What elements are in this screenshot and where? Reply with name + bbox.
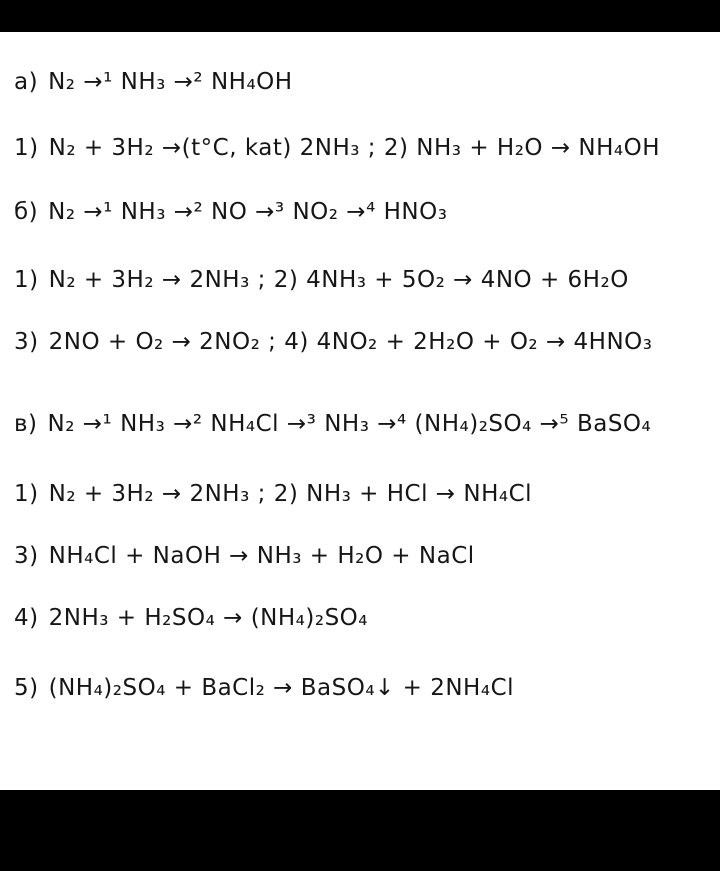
- reaction-equations: N₂ + 3H₂ → 2NH₃ ; 2) NH₃ + HCl → NH₄Cl: [48, 481, 533, 507]
- reaction-equations: N₂ + 3H₂ →(t°C, kat) 2NH₃ ; 2) NH₃ + H₂O → NH₄OH: [48, 135, 661, 161]
- top-black-bar: [0, 0, 720, 32]
- line-label: 5): [14, 675, 39, 701]
- reaction-equations: 2NO + O₂ → 2NO₂ ; 4) 4NO₂ + 2H₂O + O₂ → 4HNO₃: [48, 329, 653, 355]
- reactions-b-1: [14, 260, 710, 310]
- reactions-a: [14, 128, 710, 178]
- line-label: 4): [14, 605, 39, 631]
- reaction-equation: (NH₄)₂SO₄ + BaCl₂ → BaSO₄↓ + 2NH₄Cl: [48, 675, 515, 701]
- reaction-equations: N₂ + 3H₂ → 2NH₃ ; 2) 4NH₃ + 5O₂ → 4NO + 6H₂O: [48, 267, 629, 293]
- scheme-v: [14, 404, 710, 454]
- reaction-scheme: N₂ →¹ NH₃ →² NH₄Cl →³ NH₃ →⁴ (NH₄)₂SO₄ →⁵ BaSO₄: [47, 411, 652, 437]
- reaction-scheme: N₂ →¹ NH₃ →² NO →³ NO₂ →⁴ HNO₃: [48, 199, 448, 225]
- reaction-equation: 2NH₃ + H₂SO₄ → (NH₄)₂SO₄: [48, 605, 368, 631]
- scheme-a: [14, 62, 710, 112]
- reactions-v-3: [14, 536, 710, 586]
- reaction-equation: NH₄Cl + NaOH → NH₃ + H₂O + NaCl: [48, 543, 475, 569]
- line-label: 1): [14, 481, 39, 507]
- reactions-v-1: [14, 474, 710, 524]
- line-label: а): [14, 69, 39, 95]
- bottom-black-bar: [0, 790, 720, 871]
- line-label: 1): [14, 267, 39, 293]
- handwritten-page: [0, 32, 720, 790]
- reactions-v-4: [14, 598, 710, 648]
- line-label: 3): [14, 543, 39, 569]
- line-label: 3): [14, 329, 39, 355]
- line-label: в): [14, 411, 38, 437]
- reactions-v-5: [14, 668, 710, 718]
- scheme-b: [14, 192, 710, 242]
- line-label: 1): [14, 135, 39, 161]
- line-label: б): [14, 199, 39, 225]
- reactions-b-2: [14, 322, 710, 372]
- reaction-scheme: N₂ →¹ NH₃ →² NH₄OH: [48, 69, 293, 95]
